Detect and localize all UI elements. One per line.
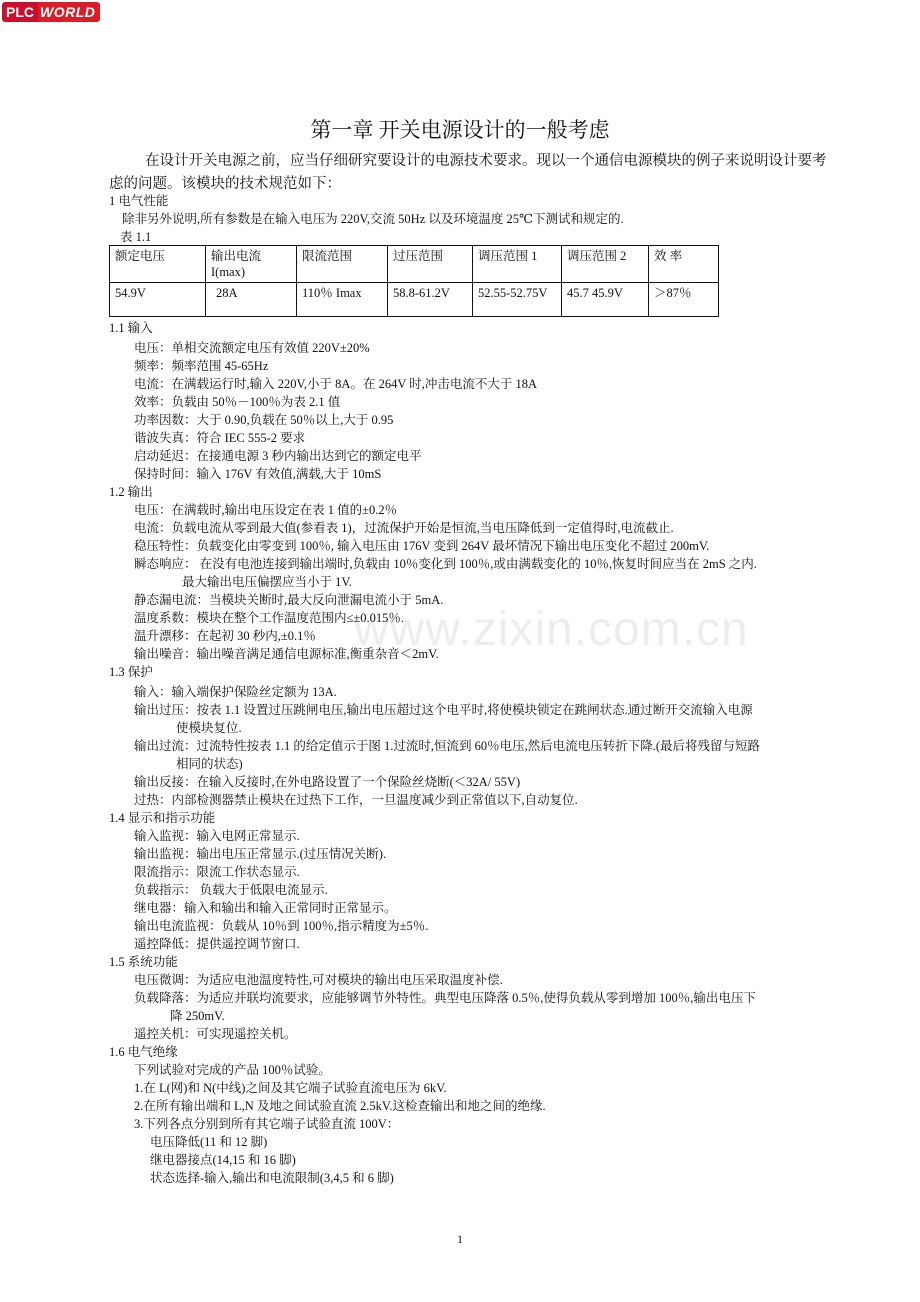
section-heading: 1.2 输出: [109, 485, 153, 499]
section-heading: 1.3 保护: [109, 665, 153, 679]
table-cell: 54.9V: [110, 283, 206, 317]
list-subitem: 状态选择-输入,输出和电流限制(3,4,5 和 6 脚): [150, 1171, 394, 1185]
list-item: 稳压特性：负载变化由零变到 100％, 输入电压由 176V 变到 264V 最坏情况下输出电压变化不超过 200mV.: [134, 539, 710, 553]
list-item: 保持时间：输入 176V 有效值,满载,大于 10mS: [134, 467, 382, 481]
list-item: 谐波失真：符合 IEC 555-2 要求: [134, 431, 306, 445]
table-cell: ＞87％: [649, 283, 719, 317]
list-subitem: 继电器接点(14,15 和 16 脚): [150, 1153, 296, 1167]
section-heading: 1.4 显示和指示功能: [109, 811, 216, 825]
table-caption: 表 1.1: [120, 230, 152, 244]
list-item: 输出噪音：输出噪音满足通信电源标准,衡重杂音＜2mV.: [134, 647, 439, 661]
logo-part-world: WORLD: [38, 2, 100, 22]
table-row: [110, 283, 719, 317]
list-item: 电流：负载电流从零到最大值(参看表 1)，过流保护开始是恒流,当电压降低到一定值得时,电流截止.: [134, 521, 674, 535]
list-item-continuation: 相同的状态): [176, 757, 243, 771]
list-item: 输入：输入端保护保险丝定额为 13A.: [134, 685, 337, 699]
list-item: 负载指示： 负载大于低限电流显示.: [134, 883, 328, 897]
table-header-cell: 输出电流 I(max): [206, 246, 297, 283]
table-cell: 52.55-52.75V: [473, 283, 562, 317]
list-item: 静态漏电流：当模块关断时,最大反向泄漏电流小于 5mA.: [134, 593, 444, 607]
section-heading: 1 电气性能: [109, 194, 169, 208]
list-item-continuation: 使模块复位.: [176, 721, 242, 735]
list-item: 3.下列各点分别到所有其它端子试验直流 100V：: [134, 1117, 400, 1131]
list-item: 2.在所有输出端和 L,N 及地之间试验直流 2.5kV.这检查输出和地之间的绝缘.: [134, 1099, 546, 1113]
plcworld-logo: [2, 2, 100, 22]
list-item: 温升漂移：在起初 30 秒内,±0.1％: [134, 629, 316, 643]
list-item: 启动延迟：在接通电源 3 秒内输出达到它的额定电平: [134, 449, 422, 463]
list-item: 遥控降低：提供遥控调节窗口.: [134, 937, 300, 951]
section-heading: 1.6 电气绝缘: [109, 1045, 178, 1059]
table-header-cell: 额定电压: [110, 246, 206, 283]
list-item: 负载降落：为适应并联均流要求，应能够调节外特性。典型电压降落 0.5％,使得负载从零到增加 100％,输出电压下: [134, 991, 756, 1005]
list-item: 过热：内部检测器禁止模块在过热下工作，一旦温度减少到正常值以下,自动复位.: [134, 793, 578, 807]
list-item: 电压：单相交流额定电压有效值 220V±20%: [134, 341, 370, 355]
list-item-continuation: 降 250mV.: [170, 1009, 225, 1023]
logo-part-plc: PLC: [2, 2, 38, 22]
list-item: 温度系数：模块在整个工作温度范围内≤±0.015％.: [134, 611, 404, 625]
table-header-row: [110, 246, 719, 283]
chapter-title: 第一章 开关电源设计的一般考虑: [310, 118, 610, 142]
table-cell: 58.8-61.2V: [388, 283, 473, 317]
list-item-continuation: 最大输出电压偏摆应当小于 1V.: [182, 575, 352, 589]
list-subitem: 电压降低(11 和 12 脚): [150, 1135, 268, 1149]
table-cell: 45.7 45.9V: [562, 283, 649, 317]
table-header-cell: 调压范围 2: [562, 246, 649, 283]
table-cell: 110％ Imax: [297, 283, 388, 317]
list-item: 输出电流监视：负载从 10％到 100％,指示精度为±5％.: [134, 919, 429, 933]
list-item: 输出过流：过流特性按表 1.1 的给定值示于图 1.过流时,恒流到 60％电压,然后电流电压转折下降.(最后将残留与短路: [134, 739, 761, 753]
list-item: 输入监视：输入电网正常显示.: [134, 829, 300, 843]
list-item: 电流：在满载运行时,输入 220V,小于 8A。在 264V 时,冲击电流不大于 18A: [134, 377, 538, 391]
list-item: 输出过压：按表 1.1 设置过压跳闸电压,输出电压超过这个电平时,将使模块锁定在跳闸状态.通过断开交流输入电源: [134, 703, 753, 717]
section-note: 除非另外说明,所有参数是在输入电压为 220V,交流 50Hz 以及环境温度 25℃下测试和规定的.: [122, 212, 624, 226]
list-item: 输出反接：在输入反接时,在外电路设置了一个保险丝烧断(＜32A/ 55V): [134, 775, 521, 789]
list-item: 1.在 L(网)和 N(中线)之间及其它端子试验直流电压为 6kV.: [134, 1081, 447, 1095]
list-item: 遥控关机：可实现遥控关机。: [134, 1027, 297, 1041]
list-item: 电压微调：为适应电池温度特性,可对模块的输出电压采取温度补偿.: [134, 973, 503, 987]
list-item: 下列试验对完成的产品 100％试验。: [134, 1063, 331, 1077]
list-item: 频率：频率范围 45-65Hz: [134, 359, 269, 373]
table-header-cell: 效 率: [649, 246, 719, 283]
intro-paragraph: 在设计开关电源之前，应当仔细研究要设计的电源技术要求。现以一个通信电源模块的例子来说明设计要考虑的问题。该模块的技术规范如下：: [109, 153, 827, 192]
section-heading: 1.1 输入: [109, 321, 153, 335]
list-item: 功率因数：大于 0.90,负载在 50％以上,大于 0.95: [134, 413, 394, 427]
watermark: www.zixin.com.cn: [354, 603, 749, 656]
page-number: 1: [457, 1232, 463, 1246]
list-item: 继电器：输入和输出和输入正常同时正常显示。: [134, 901, 397, 915]
table-cell: 28A: [206, 283, 297, 317]
table-header-cell: 限流范围: [297, 246, 388, 283]
list-item: 电压：在满载时,输出电压设定在表 1 值的±0.2％: [134, 503, 398, 517]
spec-table: [109, 245, 719, 317]
list-item: 效率：负载由 50％－100％为表 2.1 值: [134, 395, 341, 409]
table-header-cell: 过压范围: [388, 246, 473, 283]
list-item: 瞬态响应： 在没有电池连接到输出端时,负载由 10％变化到 100％,或由满载变化的 10％,恢复时间应当在 2mS 之内.: [134, 557, 757, 571]
section-heading: 1.5 系统功能: [109, 955, 178, 969]
list-item: 限流指示：限流工作状态显示.: [134, 865, 300, 879]
table-header-cell: 调压范围 1: [473, 246, 562, 283]
list-item: 输出监视：输出电压正常显示.(过压情况关断).: [134, 847, 387, 861]
